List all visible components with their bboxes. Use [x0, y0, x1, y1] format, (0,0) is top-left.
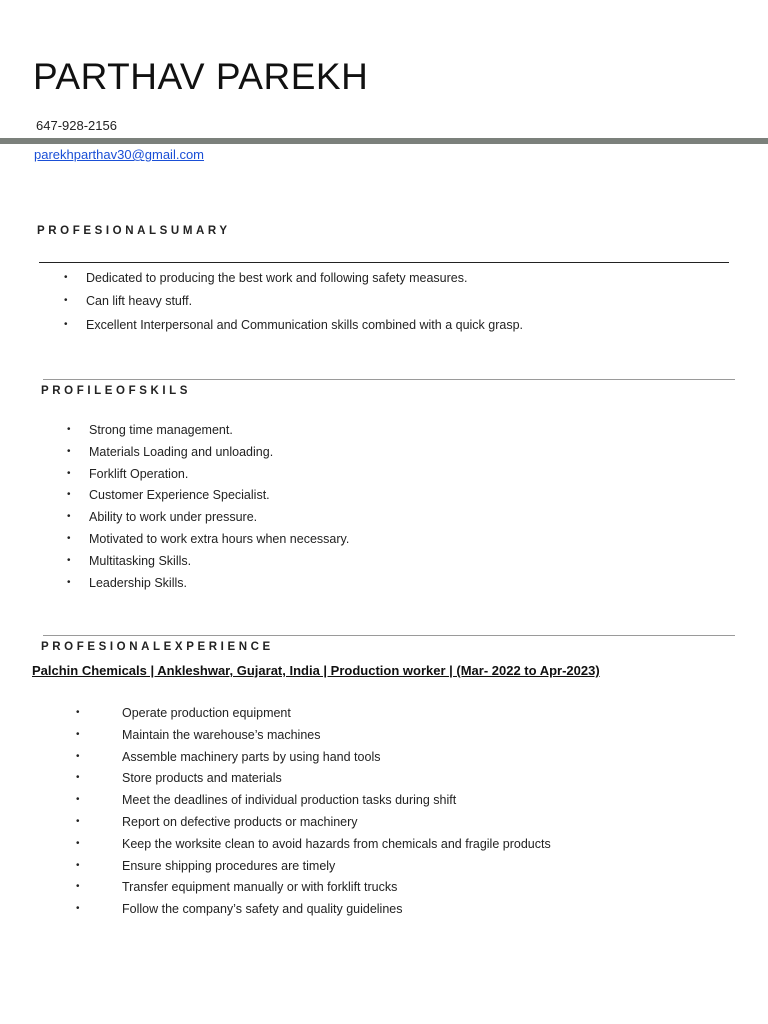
- bullet-icon: •: [76, 859, 80, 871]
- bullet-icon: •: [76, 707, 80, 718]
- bullet-icon: •: [64, 318, 68, 330]
- list-item-text: Report on defective products or machinery: [122, 814, 358, 829]
- header-divider: [0, 138, 768, 144]
- list-item-text: Keep the worksite clean to avoid hazards from chemicals and fragile products: [122, 836, 551, 851]
- job-title-line: Palchin Chemicals | Ankleshwar, Gujarat, India | Production worker | (Mar- 2022 to Apr-2023): [32, 663, 600, 678]
- list-item-text: Strong time management.: [89, 423, 233, 437]
- resume-name: PARTHAV PAREKH: [33, 56, 369, 97]
- summary-heading: PROFESIONALSUMARY: [37, 225, 231, 237]
- summary-divider: [39, 262, 729, 263]
- list-item-text: Customer Experience Specialist.: [89, 488, 270, 503]
- experience-divider: [43, 635, 735, 636]
- list-item-text: Motivated to work extra hours when necessary.: [89, 531, 350, 546]
- bullet-icon: •: [67, 445, 71, 457]
- list-item-text: Leadership Skills.: [89, 575, 187, 590]
- bullet-icon: •: [76, 772, 80, 784]
- bullet-icon: •: [64, 272, 68, 283]
- list-item-text: Assemble machinery parts by using hand tools: [122, 749, 381, 764]
- bullet-icon: •: [67, 424, 71, 435]
- list-item-text: Materials Loading and unloading.: [89, 444, 274, 459]
- bullet-icon: •: [67, 554, 71, 566]
- list-item-text: Ensure shipping procedures are timely: [122, 858, 336, 873]
- bullet-icon: •: [67, 467, 71, 479]
- list-item-text: Can lift heavy stuff.: [86, 294, 193, 308]
- list-item-text: Meet the deadlines of individual production tasks during shift: [122, 793, 457, 808]
- bullet-icon: •: [67, 489, 71, 501]
- phone-number: 647-928-2156: [36, 118, 117, 133]
- list-item-text: Operate production equipment: [122, 706, 291, 720]
- list-item-text: Multitasking Skills.: [89, 553, 192, 568]
- skills-divider: [43, 379, 735, 380]
- bullet-icon: •: [76, 881, 80, 893]
- list-item-text: Excellent Interpersonal and Communication skills combined with a quick grasp.: [86, 317, 524, 332]
- list-item-text: Forklift Operation.: [89, 466, 189, 481]
- bullet-icon: •: [67, 511, 71, 523]
- list-item-text: Store products and materials: [122, 771, 282, 786]
- bullet-icon: •: [76, 794, 80, 806]
- bullet-icon: •: [76, 815, 80, 827]
- bullet-icon: •: [76, 837, 80, 849]
- list-item-text: Ability to work under pressure.: [89, 510, 258, 525]
- list-item-text: Dedicated to producing the best work and following safety measures.: [86, 271, 468, 285]
- bullet-icon: •: [76, 750, 80, 762]
- email-link[interactable]: parekhparthav30@gmail.com: [34, 147, 205, 162]
- skills-heading: PROFILEOFSKILS: [41, 385, 192, 397]
- bullet-icon: •: [64, 295, 68, 306]
- list-item-text: Maintain the warehouse’s machines: [122, 727, 321, 742]
- experience-heading: PROFESIONALEXPERIENCE: [41, 641, 274, 653]
- bullet-icon: •: [67, 576, 71, 588]
- list-item-text: Follow the company’s safety and quality guidelines: [122, 902, 403, 917]
- bullet-icon: •: [76, 728, 80, 740]
- bullet-icon: •: [67, 532, 71, 544]
- bullet-icon: •: [76, 903, 80, 915]
- list-item-text: Transfer equipment manually or with forklift trucks: [122, 880, 398, 895]
